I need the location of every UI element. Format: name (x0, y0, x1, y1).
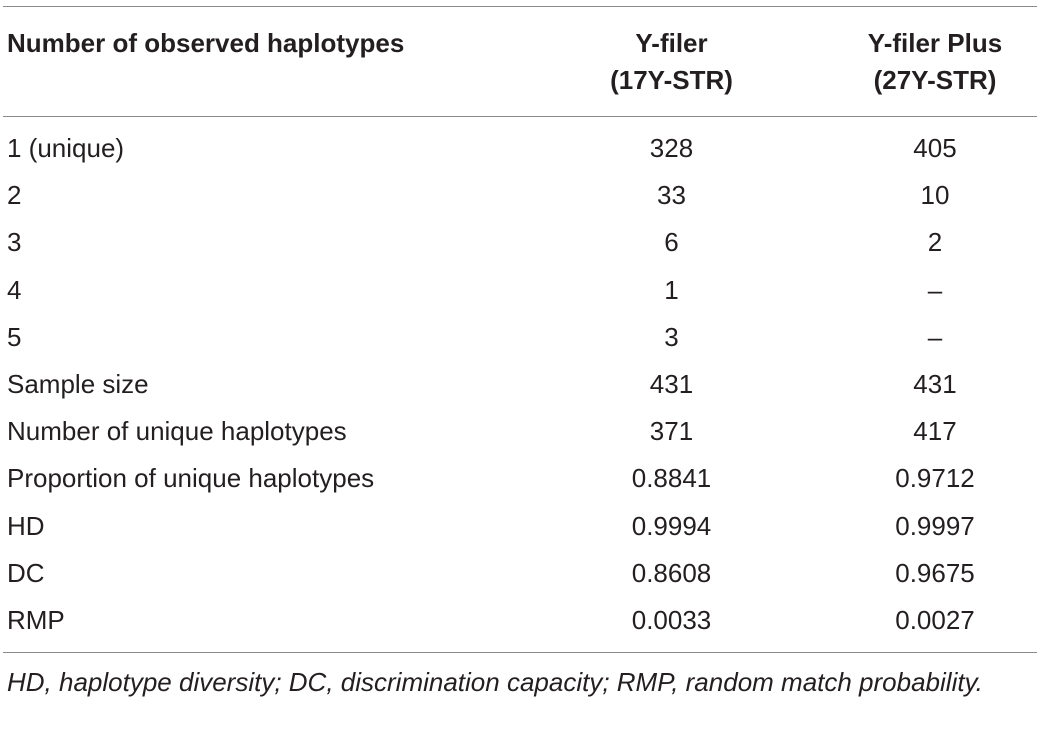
cell-yfiler-plus: 431 (913, 369, 957, 400)
table-row (3, 597, 1037, 644)
haplotype-table-container (3, 0, 1037, 699)
row-label: 2 (7, 180, 22, 211)
header-yfiler (528, 7, 803, 116)
row-label: Proportion of unique haplotypes (7, 463, 375, 494)
cell-yfiler: 6 (664, 227, 679, 258)
table-row (3, 314, 1037, 361)
cell-yfiler-plus: 405 (913, 133, 957, 164)
row-label: Number of unique haplotypes (7, 416, 347, 447)
table-row (3, 361, 1037, 408)
haplotype-table (3, 7, 1037, 116)
cell-yfiler: 1 (664, 274, 679, 305)
header-yfiler-plus-line2: (27Y-STR) (873, 65, 997, 95)
cell-yfiler: 0.8608 (631, 557, 712, 588)
cell-yfiler: 0.8841 (631, 463, 712, 494)
table-body (3, 117, 1037, 644)
cell-yfiler-plus: 2 (927, 227, 943, 258)
cell-yfiler: 431 (649, 369, 694, 400)
cell-yfiler-plus: – (927, 321, 943, 352)
cell-yfiler-plus: 0.9712 (895, 463, 975, 494)
cell-yfiler: 3 (664, 321, 679, 352)
table-row (3, 117, 1037, 172)
header-yfiler-line2: (17Y-STR) (610, 65, 733, 95)
table-footnote: HD, haplotype diversity; DC, discrimination capacity; RMP, random match probability. (7, 667, 983, 698)
table-row (3, 503, 1037, 550)
table-row (3, 267, 1037, 314)
header-row (3, 7, 1037, 116)
cell-yfiler: 33 (657, 180, 686, 211)
cell-yfiler-plus: – (927, 274, 943, 305)
row-label: 5 (7, 321, 22, 352)
cell-yfiler-plus: 10 (920, 180, 950, 211)
table-row (3, 455, 1037, 502)
row-label: RMP (7, 604, 65, 635)
table-row (3, 219, 1037, 266)
row-label: HD (7, 510, 45, 541)
cell-yfiler: 328 (649, 133, 694, 164)
cell-yfiler: 0.9994 (631, 510, 712, 541)
table-header (3, 7, 1037, 116)
cell-yfiler-plus: 0.9675 (895, 557, 975, 588)
header-yfiler-plus (803, 7, 1037, 116)
row-label: 3 (7, 227, 22, 258)
table-row (3, 550, 1037, 597)
cell-yfiler: 0.0033 (631, 604, 712, 635)
cell-yfiler-plus: 417 (913, 416, 957, 447)
header-observed-haplotypes: Number of observed haplotypes (7, 28, 405, 58)
haplotype-table-body (3, 117, 1037, 644)
table-row (3, 408, 1037, 455)
cell-yfiler-plus: 0.0027 (895, 604, 975, 635)
table-row (3, 172, 1037, 219)
header-yfiler-line1: Y-filer (635, 28, 708, 58)
cell-yfiler: 371 (649, 416, 694, 447)
row-label: 1 (unique) (7, 133, 125, 164)
row-label: 4 (7, 274, 22, 305)
row-label: DC (7, 557, 45, 588)
row-label: Sample size (7, 369, 149, 400)
header-yfiler-plus-line1: Y-filer Plus (867, 28, 1003, 58)
cell-yfiler-plus: 0.9997 (895, 510, 975, 541)
